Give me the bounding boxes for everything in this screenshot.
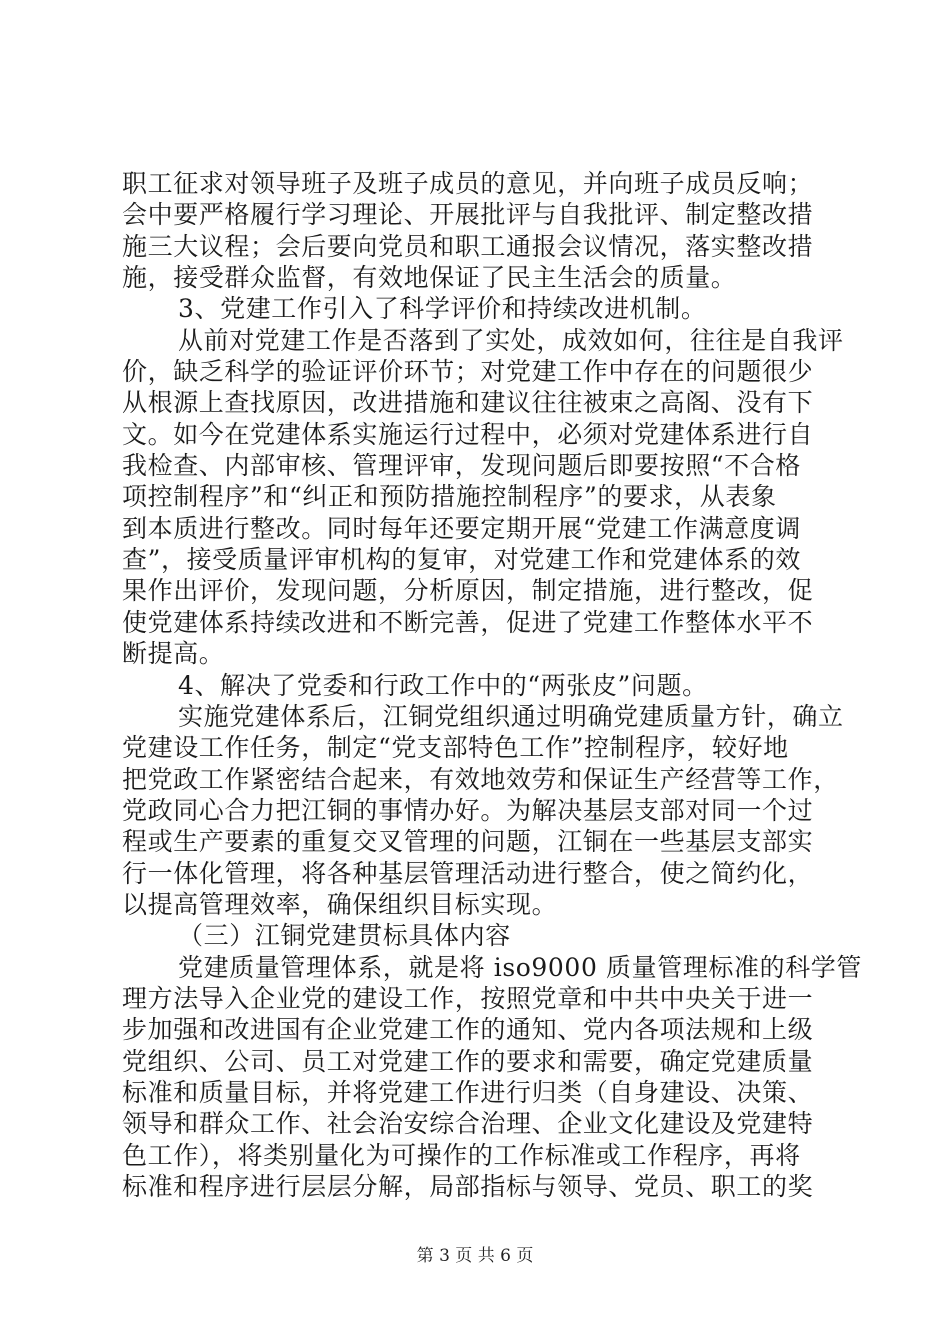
text-line-27: 理方法导入企业党的建设工作，按照党章和中共中央关于进一 [122,983,814,1013]
text-line-23: 行一体化管理，将各种基层管理活动进行整合，使之简约化， [122,858,814,888]
text-line-32: 色工作），将类别量化为可操作的工作标准或工作程序，再将 [122,1140,801,1170]
text-line-10: 我检查、内部审核、管理评审，发现问题后即要按照“不合格 [122,451,801,481]
document-body [122,168,862,1202]
text-line-4: 施，接受群众监督，有效地保证了民主生活会的质量。 [122,263,737,293]
text-line-2: 会中要严格履行学习理论、开展批评与自我批评、制定整改措 [122,200,814,230]
text-line-9: 文。如今在党建体系实施运行过程中，必须对党建体系进行自 [122,419,814,449]
text-line-20: 把党政工作紧密结合起来，有效地效劳和保证生产经营等工作， [122,764,839,794]
page-footer [0,1246,950,1266]
text-line-19: 党建设工作任务，制定“党支部特色工作”控制程序，较好地 [122,733,789,763]
text-line-8: 从根源上查找原因，改进措施和建议往往被束之高阁、没有下 [122,388,814,418]
text-line-13: 查”，接受质量评审机构的复审，对党建工作和党建体系的效 [122,545,801,575]
text-line-28: 步加强和改进国有企业党建工作的通知、党内各项法规和上级 [122,1015,814,1045]
text-line-24: 以提高管理效率，确保组织目标实现。 [122,889,558,919]
section-heading-4: 4、解决了党委和行政工作中的“两张皮”问题。 [178,670,708,700]
text-line-18: 实施党建体系后，江铜党组织通过明确党建质量方针，确立 [178,701,844,731]
text-line-29: 党组织、公司、员工对党建工作的要求和需要，确定党建质量 [122,1046,814,1076]
text-line-14: 果作出评价，发现问题，分析原因，制定措施，进行整改，促 [122,576,814,606]
text-line-1: 职工征求对领导班子及班子成员的意见，并向班子成员反响； [122,169,814,198]
text-line-6: 从前对党建工作是否落到了实处，成效如何，往往是自我评 [178,325,844,355]
text-line-31: 领导和群众工作、社会治安综合治理、企业文化建设及党建特 [122,1109,814,1139]
section-heading-3: 3、党建工作引入了科学评价和持续改进机制。 [178,294,707,324]
section-heading-three: （三）江铜党建贯标具体内容 [178,921,511,951]
text-line-33: 标准和程序进行层层分解，局部指标与领导、党员、职工的奖 [122,1172,814,1201]
text-line-12: 到本质进行整改。同时每年还要定期开展“党建工作满意度调 [122,513,801,543]
text-line-15: 使党建体系持续改进和不断完善，促进了党建工作整体水平不 [122,607,814,637]
text-line-16: 断提高。 [122,639,225,669]
text-line-7: 价，缺乏科学的验证评价环节；对党建工作中存在的问题很少 [122,357,814,387]
text-line-21: 党政同心合力把江铜的事情办好。为解决基层支部对同一个过 [122,795,814,825]
text-line-3: 施三大议程；会后要向党员和职工通报会议情况，落实整改措 [122,231,814,261]
text-line-30: 标准和质量目标，并将党建工作进行归类（自身建设、决策、 [122,1077,814,1107]
page-number-label: 第 3 页 共 6 页 [416,1246,534,1266]
text-line-11: 项控制程序”和“纠正和预防措施控制程序”的要求，从表象 [122,482,777,512]
text-line-26: 党建质量管理体系，就是将 iso9000 质量管理标准的科学管 [178,952,862,982]
text-line-22: 程或生产要素的重复交叉管理的问题，江铜在一些基层支部实 [122,827,814,857]
